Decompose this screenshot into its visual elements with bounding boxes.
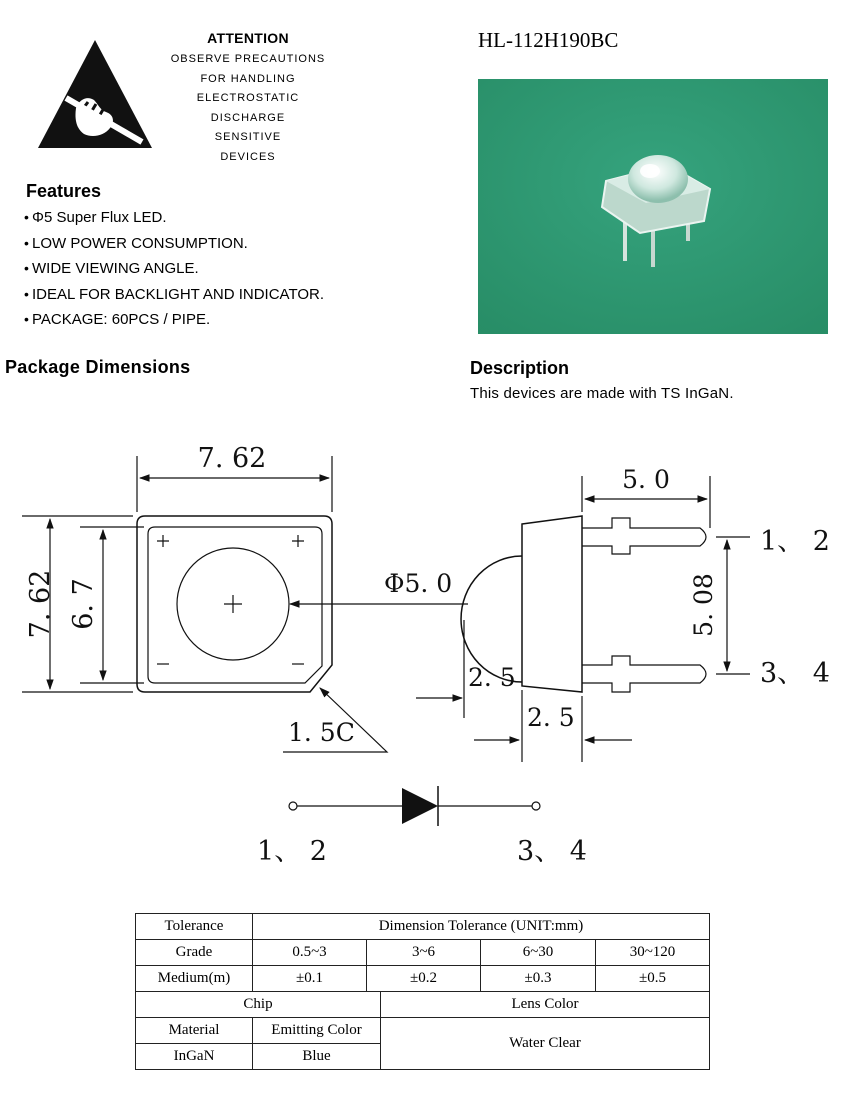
attention-line: SENSITIVE [214, 131, 282, 143]
side-depth-label: 5. 0 [622, 465, 670, 494]
medium-label-cell: Medium(m) [136, 966, 253, 992]
table-row [136, 966, 710, 992]
table-row [136, 914, 710, 940]
bullet-icon: • [24, 260, 29, 277]
range-cell: 6~30 [481, 940, 596, 966]
bullet-icon: • [24, 285, 29, 302]
feature-text: IDEAL FOR BACKLIGHT AND INDICATOR. [32, 285, 325, 303]
grade-header-cell: Grade [136, 940, 253, 966]
features-title: Features [26, 181, 102, 201]
tolerance-value-cell: ±0.5 [596, 966, 710, 992]
package-drawing [0, 420, 845, 880]
attention-line: FOR HANDLING [200, 72, 296, 85]
tolerance-header-cell: Tolerance [136, 914, 253, 940]
tolerance-table [135, 913, 710, 1070]
pin-pitch-label: 5. 08 [689, 573, 718, 637]
feature-text: Φ5 Super Flux LED. [32, 209, 167, 226]
pin-top-label: 1、 2 [760, 526, 830, 557]
diode-symbol [289, 786, 540, 826]
attention-line: ELECTROSTATIC [196, 92, 300, 104]
outer-height-label: 7. 62 [25, 569, 56, 639]
feature-text: LOW POWER CONSUMPTION. [32, 234, 248, 252]
chamfer-label: 1. 5C [288, 718, 355, 747]
part-number: HL-112H190BC [478, 28, 619, 52]
tolerance-value-cell: ±0.1 [253, 966, 367, 992]
led-product-photo [478, 79, 828, 334]
feature-item [24, 256, 324, 282]
attention-line: DEVICES [220, 150, 276, 163]
table-row [136, 992, 710, 1018]
lens-height-label: 2. 5 [468, 663, 516, 692]
range-cell: 3~6 [367, 940, 481, 966]
emitting-color-value-cell: Blue [253, 1044, 381, 1070]
attention-notice [170, 30, 326, 167]
emitting-color-header-cell: Emitting Color [253, 1018, 381, 1044]
bullet-icon: • [24, 311, 29, 328]
body-height-label: 2. 5 [527, 703, 575, 732]
anode-pins-label: 1、 2 [257, 836, 327, 867]
esd-warning-icon [36, 38, 154, 150]
lens-color-header-cell: Lens Color [381, 992, 710, 1018]
features-list [24, 205, 324, 333]
feature-text: WIDE VIEWING ANGLE. [32, 260, 199, 278]
tolerance-value-cell: ±0.3 [481, 966, 596, 992]
description-text: This devices are made with TS InGaN. [470, 385, 734, 402]
attention-line: OBSERVE PRECAUTIONS [170, 53, 326, 65]
inner-height-label: 6. 7 [68, 578, 99, 630]
feature-text: PACKAGE: 60PCS / PIPE. [32, 311, 211, 329]
table-row [136, 940, 710, 966]
feature-item [24, 231, 324, 257]
description-title: Description [470, 358, 570, 378]
bullet-icon: • [24, 209, 29, 225]
package-dimensions-title: Package Dimensions [5, 357, 191, 377]
feature-item [24, 307, 324, 333]
outer-width-label: 7. 62 [197, 443, 267, 474]
cathode-pins-label: 3、 4 [517, 836, 587, 867]
lens-color-value-cell: Water Clear [381, 1018, 710, 1070]
tolerance-value-cell: ±0.2 [367, 966, 481, 992]
chip-header-cell: Chip [136, 992, 381, 1018]
lens-diameter-label: Φ5. 0 [384, 569, 453, 598]
feature-item [24, 282, 324, 308]
range-cell: 30~120 [596, 940, 710, 966]
material-value-cell: InGaN [136, 1044, 253, 1070]
table-row [136, 1018, 710, 1044]
attention-title: ATTENTION [207, 30, 289, 46]
dimension-tolerance-header: Dimension Tolerance (UNIT:mm) [253, 914, 710, 940]
pin-bottom-label: 3、 4 [760, 658, 830, 689]
bullet-icon: • [24, 234, 29, 251]
attention-line: DISCHARGE [210, 111, 286, 124]
feature-item [24, 205, 324, 231]
range-cell: 0.5~3 [253, 940, 367, 966]
material-header-cell: Material [136, 1018, 253, 1044]
